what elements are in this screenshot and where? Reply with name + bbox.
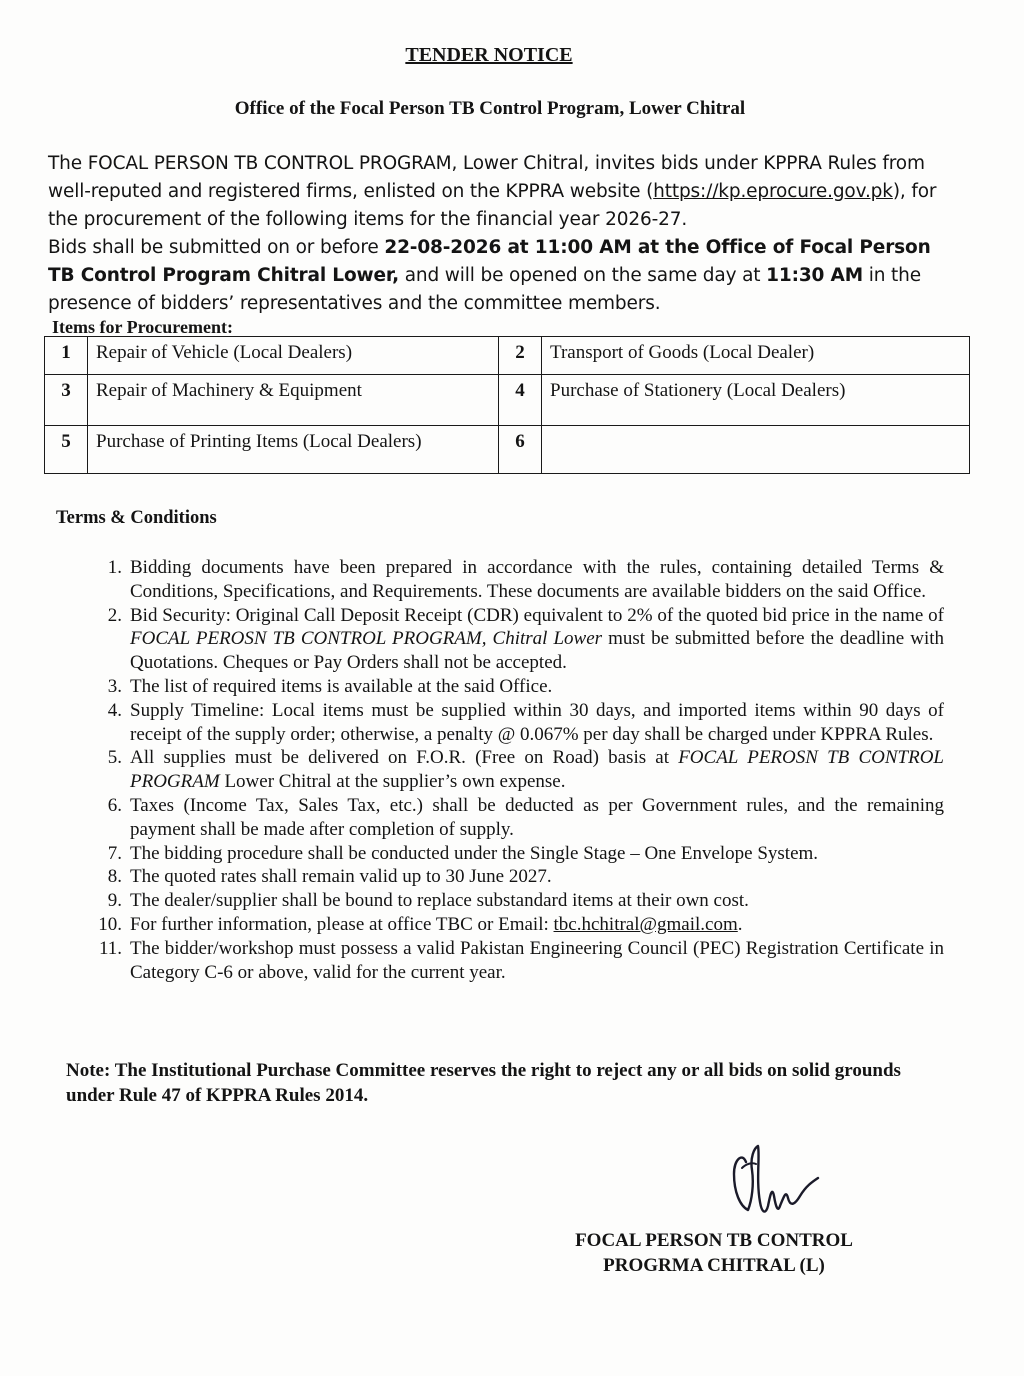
term-text: Bid Security: Original Call Deposit Receipt (CDR) equivalent to 2% of the quoted bid price in the name of [130, 604, 944, 626]
list-item [86, 604, 944, 675]
list-item [86, 794, 944, 842]
kppra-website-link[interactable]: https://kp.eprocure.gov.pk [653, 181, 893, 202]
list-item [86, 699, 944, 747]
list-number: 2. [107, 604, 122, 626]
list-item [86, 865, 944, 889]
intro-paragraph-2 [48, 234, 948, 318]
list-item [86, 675, 944, 699]
list-number: 5. [107, 747, 122, 769]
signatory-title: FOCAL PERSON TB CONTROL [575, 1230, 853, 1251]
email-link[interactable]: tbc.hchitral@gmail.com [553, 913, 738, 935]
list-number: 1. [107, 557, 122, 578]
term-text: All supplies must be delivered on F.O.R. (Free on Road) basis at [130, 747, 679, 769]
item-description [542, 426, 970, 474]
list-number: 6. [107, 794, 122, 816]
submission-deadline: 22-08-2026 at 11:00 AM at the Office of Focal Person TB Control Program Chitral Lower, [48, 237, 931, 286]
term-text: The quoted rates shall remain valid up to 30 June 2027. [130, 866, 552, 888]
term-text: The bidding procedure shall be conducted under the Single Stage – One Envelope System. [130, 842, 819, 864]
item-description: Repair of Vehicle (Local Dealers) [88, 337, 499, 375]
list-number: 8. [107, 866, 122, 888]
list-item [86, 889, 944, 913]
term-text: Supply Timeline: Local items must be supplied within 30 days, and imported items within 90 days of receipt of the supply order; otherwise, a penalty @ 0.067% per day shall be charged under KPPRA Rules. [130, 699, 944, 745]
term-text: The bidder/workshop must possess a valid Pakistan Engineering Council (PEC) Registration Certificate in Category C-6 or above, valid for the current year. [130, 937, 944, 983]
item-number: 6 [499, 426, 542, 474]
signatory-office: PROGRMA CHITRAL (L) [603, 1255, 825, 1276]
list-item [86, 842, 944, 866]
table-row [45, 337, 970, 375]
term-text: must be submitted before the deadline with Quotations. Cheques or Pay Orders shall not be accepted. [130, 628, 945, 674]
intro-text [48, 150, 948, 318]
list-item [86, 913, 944, 937]
list-item [86, 556, 944, 604]
intro-p1-text: The FOCAL PERSON TB CONTROL PROGRAM, Lower Chitral, invites bids under KPPRA Rules from well-reputed and registered firms, enlisted on the KPPRA website ( [48, 153, 925, 202]
list-item [86, 937, 944, 985]
opening-time: 11:30 AM [766, 265, 863, 286]
item-number: 5 [45, 426, 88, 474]
item-number: 1 [45, 337, 88, 375]
term-text: Lower Chitral at the supplier’s own expense. [219, 771, 566, 793]
item-description: Purchase of Stationery (Local Dealers) [542, 375, 970, 426]
signature-icon [712, 1140, 832, 1230]
list-number: 10. [98, 913, 122, 935]
term-text: . [737, 913, 743, 935]
item-number: 3 [45, 375, 88, 426]
terms-list [86, 556, 944, 984]
list-number: 4. [107, 699, 122, 721]
list-item [86, 746, 944, 794]
items-table [44, 336, 970, 474]
table-row [45, 426, 970, 474]
item-description: Repair of Machinery & Equipment [88, 375, 499, 426]
signatory-block [520, 1228, 908, 1278]
intro-p2-c: and will be opened on the same day at [398, 265, 767, 286]
term-text: The list of required items is available at the said Office. [130, 675, 553, 697]
list-number: 3. [107, 675, 122, 697]
intro-p1-end: ), for the procurement of the following items for the financial year 2026-27. [48, 181, 937, 230]
term-emphasis: FOCAL PEROSN TB CONTROL PROGRAM [130, 747, 944, 793]
items-heading: Items for Procurement: [52, 317, 233, 337]
list-number: 11. [98, 937, 122, 959]
intro-p2-e: in the presence of bidders’ representatives and the committee members. [48, 265, 921, 314]
item-number: 4 [499, 375, 542, 426]
intro-p2-a: Bids shall be submitted on or before [48, 237, 385, 258]
intro-paragraph-1 [48, 150, 948, 234]
note-text: Note: The Institutional Purchase Committee reserves the right to reject any or all bids on solid grounds under Rule 47 of KPPRA Rules 2014. [66, 1060, 901, 1106]
list-number: 7. [107, 842, 122, 864]
office-heading: Office of the Focal Person TB Control Program, Lower Chitral [234, 98, 746, 119]
terms-heading: Terms & Conditions [56, 508, 217, 528]
item-description: Purchase of Printing Items (Local Dealers) [88, 426, 499, 474]
term-emphasis: FOCAL PEROSN TB CONTROL PROGRAM, Chitral Lower [130, 628, 603, 650]
term-text: For further information, please at office TBC or Email: [130, 913, 554, 935]
table-row [45, 375, 970, 426]
item-number: 2 [499, 337, 542, 375]
item-description: Transport of Goods (Local Dealer) [542, 337, 970, 375]
term-text: Bidding documents have been prepared in accordance with the rules, containing detailed Terms & Conditions, Specifications, and Requirements. These documents are available bidders on the said Office. [130, 557, 944, 602]
page-title: TENDER NOTICE [405, 44, 573, 66]
term-text: The dealer/supplier shall be bound to replace substandard items at their own cost. [130, 890, 749, 912]
list-number: 9. [107, 890, 122, 912]
term-text: Taxes (Income Tax, Sales Tax, etc.) shall be deducted as per Government rules, and the remaining payment shall be made after completion of supply. [130, 794, 944, 840]
